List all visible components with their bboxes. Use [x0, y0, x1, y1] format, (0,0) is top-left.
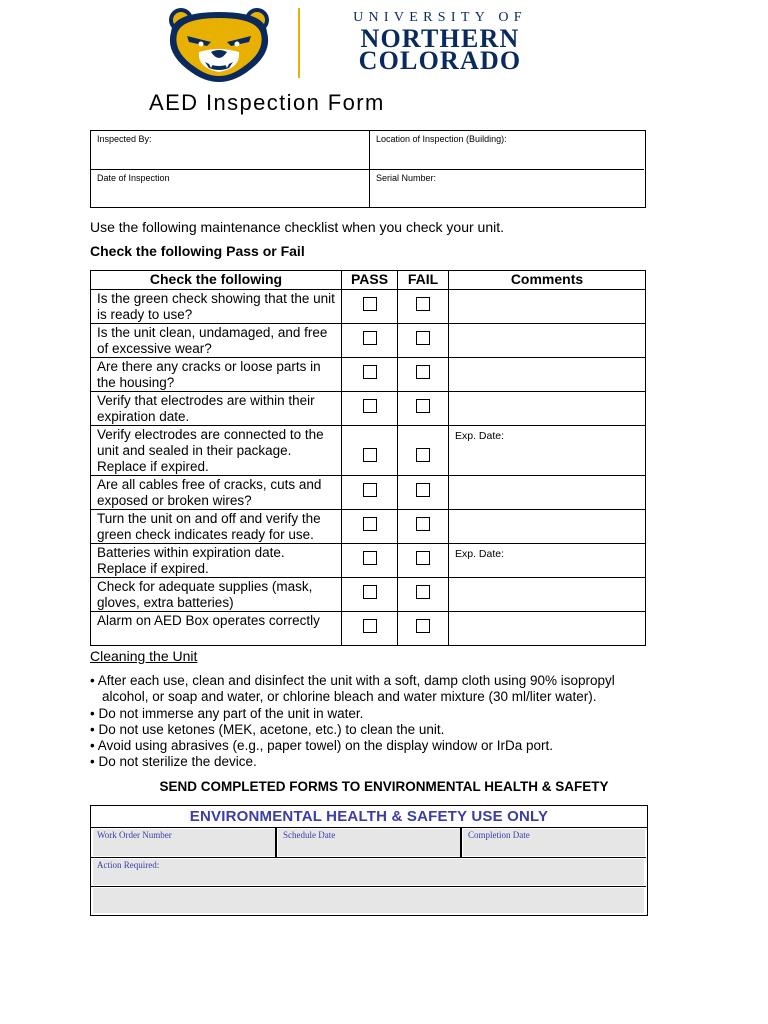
check-item-text: Turn the unit on and off and verify the green check indicates ready for use. [91, 510, 342, 544]
check-item-text: Is the unit clean, undamaged, and free of excessive wear? [91, 324, 342, 358]
action-required-notes-area[interactable] [93, 888, 644, 913]
action-required-label: Action Required: [97, 860, 160, 870]
pass-checkbox[interactable] [363, 297, 377, 311]
column-header-pass: PASS [342, 271, 398, 290]
pass-cell [342, 392, 398, 426]
fail-checkbox[interactable] [416, 365, 430, 379]
pass-checkbox[interactable] [363, 619, 377, 633]
pass-cell [342, 358, 398, 392]
fail-cell [398, 426, 449, 476]
date-of-inspection-field[interactable] [91, 170, 369, 207]
serial-number-label: Serial Number: [376, 173, 437, 183]
location-label: Location of Inspection (Building): [376, 134, 507, 144]
fail-checkbox[interactable] [416, 619, 430, 633]
ehs-use-only-box [90, 805, 648, 916]
pass-cell [342, 426, 398, 476]
table-row [91, 578, 646, 612]
logo-university-text: UNIVERSITY OF [353, 10, 527, 25]
check-item-text: Check for adequate supplies (mask, gloves, extra batteries) [91, 578, 342, 612]
pass-cell [342, 578, 398, 612]
send-forms-notice: SEND COMPLETED FORMS TO ENVIRONMENTAL HEALTH & SAFETY [159, 779, 609, 794]
date-of-inspection-label: Date of Inspection [97, 173, 170, 183]
pass-checkbox[interactable] [363, 399, 377, 413]
work-order-number-field[interactable] [91, 828, 275, 857]
fail-cell [398, 578, 449, 612]
table-row [91, 324, 646, 358]
pass-checkbox[interactable] [363, 517, 377, 531]
table-row [91, 392, 646, 426]
column-header-comments: Comments [449, 271, 646, 290]
comments-cell[interactable] [449, 324, 646, 358]
check-item-text: Are there any cracks or loose parts in the housing? [91, 358, 342, 392]
fail-cell [398, 290, 449, 324]
fail-cell [398, 612, 449, 646]
pass-cell [342, 324, 398, 358]
comments-cell[interactable]: Exp. Date: [449, 544, 646, 578]
inspected-by-label: Inspected By: [97, 134, 152, 144]
schedule-date-field[interactable] [277, 828, 460, 857]
column-header-fail: FAIL [398, 271, 449, 290]
pass-checkbox[interactable] [363, 551, 377, 565]
table-row [91, 358, 646, 392]
comments-cell[interactable] [449, 476, 646, 510]
intro-text: Use the following maintenance checklist when you check your unit. [90, 219, 504, 235]
table-row [91, 510, 646, 544]
pass-cell [342, 544, 398, 578]
comments-cell[interactable] [449, 392, 646, 426]
fail-checkbox[interactable] [416, 551, 430, 565]
check-item-text: Verify that electrodes are within their expiration date. [91, 392, 342, 426]
serial-number-field[interactable] [370, 170, 644, 207]
pass-cell [342, 476, 398, 510]
cleaning-bullet: • Do not immerse any part of the unit in water. [90, 706, 364, 721]
cleaning-heading: Cleaning the Unit [90, 648, 198, 664]
pass-cell [342, 612, 398, 646]
table-row [91, 290, 646, 324]
ehs-title: ENVIRONMENTAL HEALTH & SAFETY USE ONLY [91, 806, 647, 828]
fail-cell [398, 510, 449, 544]
comments-cell[interactable] [449, 578, 646, 612]
comments-cell[interactable] [449, 290, 646, 324]
cleaning-bullet: • Avoid using abrasives (e.g., paper towel) on the display window or IrDa port. [90, 738, 553, 753]
fail-checkbox[interactable] [416, 331, 430, 345]
fail-checkbox[interactable] [416, 585, 430, 599]
fail-checkbox[interactable] [416, 399, 430, 413]
fail-cell [398, 358, 449, 392]
pass-checkbox[interactable] [363, 331, 377, 345]
schedule-date-label: Schedule Date [283, 830, 336, 840]
pass-cell [342, 290, 398, 324]
completion-date-label: Completion Date [468, 830, 530, 840]
fail-checkbox[interactable] [416, 517, 430, 531]
fail-checkbox[interactable] [416, 448, 430, 462]
check-heading: Check the following Pass or Fail [90, 243, 305, 259]
pass-checkbox[interactable] [363, 448, 377, 462]
action-required-field[interactable] [91, 858, 646, 886]
fail-cell [398, 324, 449, 358]
completion-date-field[interactable] [462, 828, 646, 857]
logo-divider [298, 8, 300, 78]
cleaning-bullet: • After each use, clean and disinfect the unit with a soft, damp cloth using 90% isopropyl [90, 673, 615, 688]
comments-cell[interactable]: Exp. Date: [449, 426, 646, 476]
cleaning-bullet-continued: alcohol, or soap and water, or chlorine bleach and water mixture (30 ml/liter water). [102, 689, 597, 704]
bear-mascot-icon [163, 6, 275, 82]
fail-checkbox[interactable] [416, 297, 430, 311]
inspected-by-field[interactable] [91, 131, 369, 169]
check-item-text: Alarm on AED Box operates correctly [91, 612, 342, 646]
fail-cell [398, 544, 449, 578]
cleaning-bullet: • Do not use ketones (MEK, acetone, etc.) to clean the unit. [90, 722, 445, 737]
logo-northern-text: NORTHERN [360, 24, 520, 53]
pass-checkbox[interactable] [363, 585, 377, 599]
form-title: AED Inspection Form [149, 90, 385, 115]
fail-cell [398, 392, 449, 426]
column-header-item: Check the following [91, 271, 342, 290]
cleaning-bullet: • Do not sterilize the device. [90, 754, 257, 769]
pass-cell [342, 510, 398, 544]
comments-cell[interactable] [449, 510, 646, 544]
check-item-text: Batteries within expiration date. Replace if expired. [91, 544, 342, 578]
check-item-text: Is the green check showing that the unit is ready to use? [91, 290, 342, 324]
check-item-text: Verify electrodes are connected to the unit and sealed in their package. Replace if expired. [91, 426, 342, 476]
logo-colorado-text: COLORADO [358, 46, 522, 75]
pass-checkbox[interactable] [363, 365, 377, 379]
check-item-text: Are all cables free of cracks, cuts and exposed or broken wires? [91, 476, 342, 510]
comments-cell[interactable] [449, 612, 646, 646]
work-order-number-label: Work Order Number [97, 830, 172, 840]
table-row [91, 544, 646, 578]
table-row [91, 612, 646, 646]
checklist-table [90, 270, 646, 646]
inspection-info-box [90, 130, 646, 208]
location-field[interactable] [370, 131, 644, 169]
comments-cell[interactable] [449, 358, 646, 392]
fail-cell [398, 476, 449, 510]
fail-checkbox[interactable] [416, 483, 430, 497]
pass-checkbox[interactable] [363, 483, 377, 497]
table-row [91, 426, 646, 476]
checklist-header-row [91, 271, 646, 290]
table-row [91, 476, 646, 510]
